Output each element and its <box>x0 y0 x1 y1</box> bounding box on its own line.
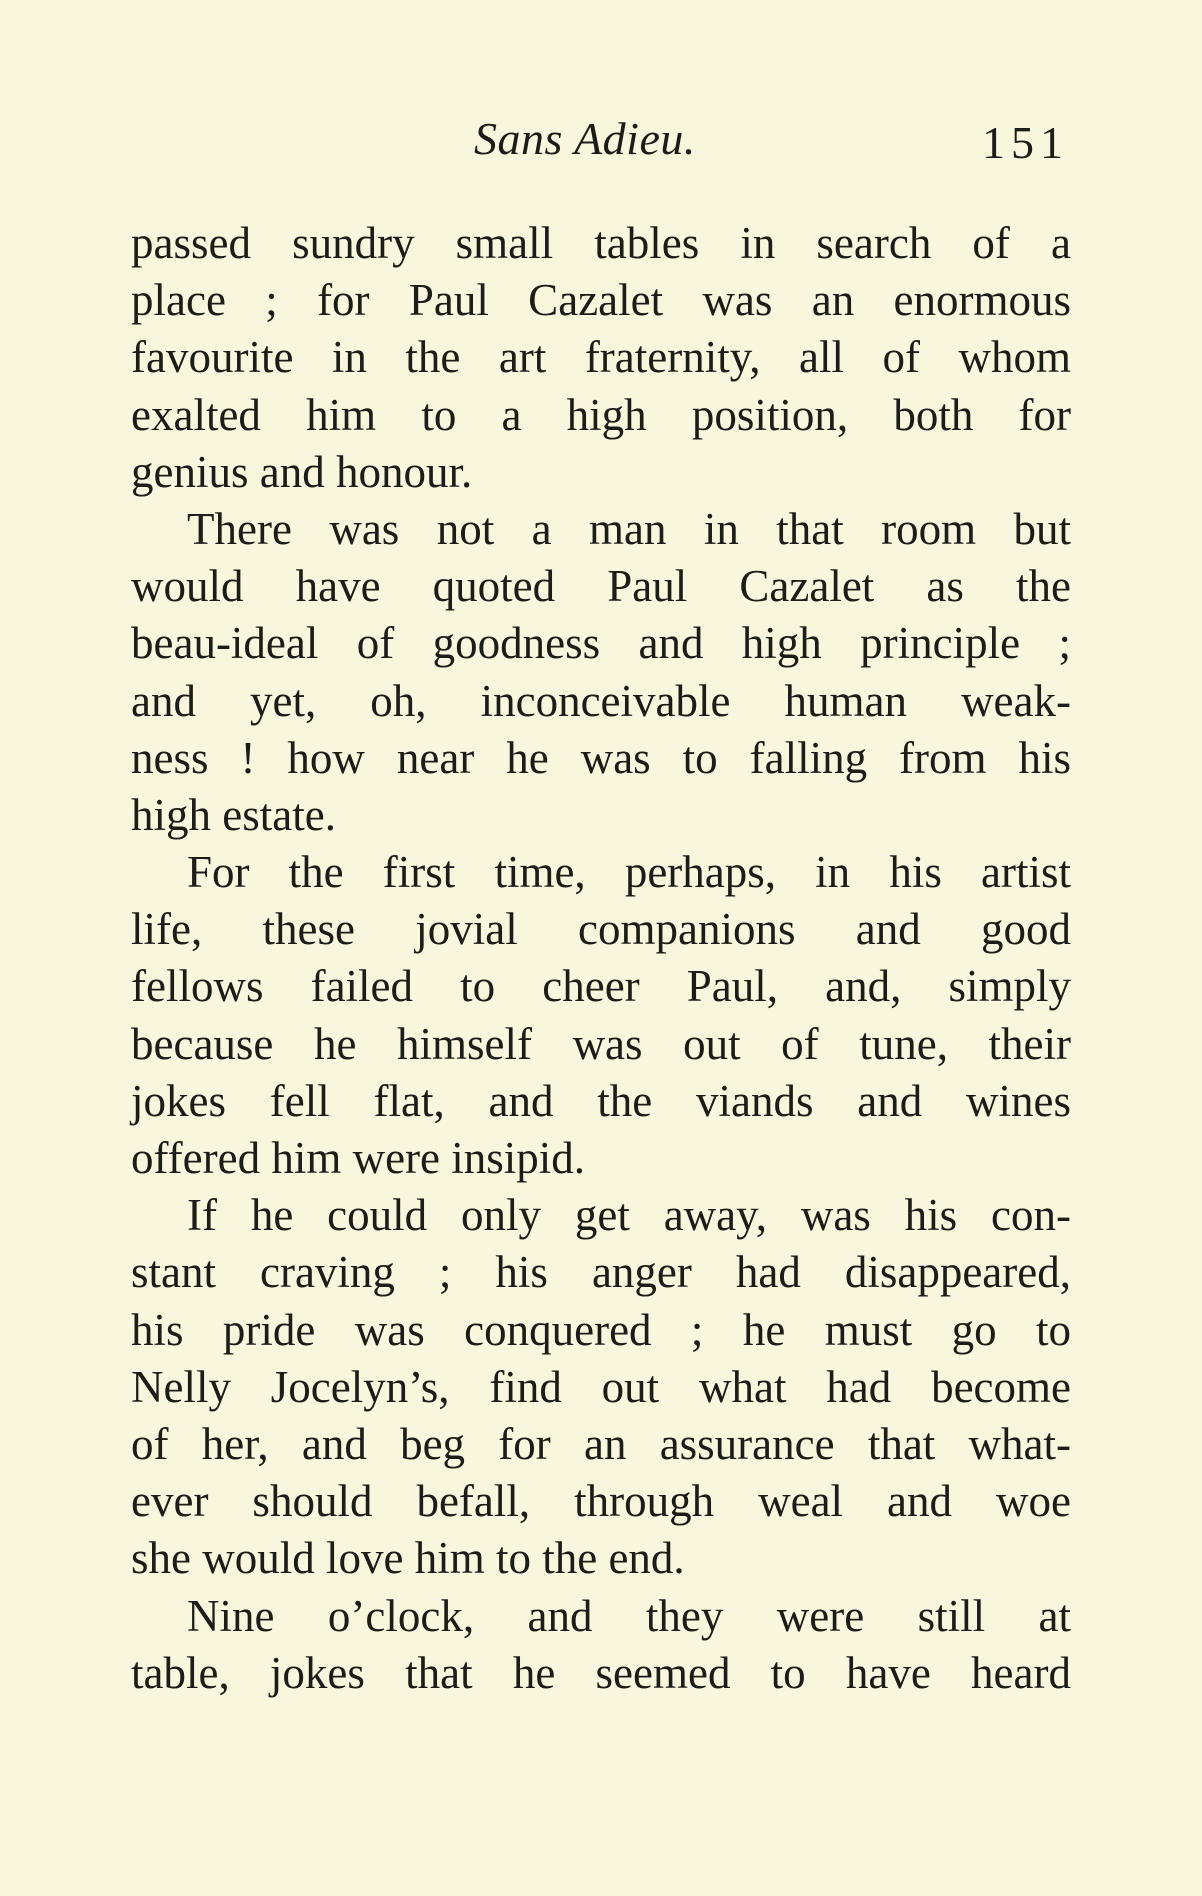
text-line: exalted him to a high position, both for <box>131 389 1071 440</box>
text-line: jokes fell flat, and the viands and wines <box>131 1075 1071 1126</box>
text-line: Nelly Jocelyn’s, find out what had become <box>131 1361 1071 1412</box>
text-line: life, these jovial companions and good <box>131 904 1071 955</box>
text-line: she would love him to the end. <box>131 1533 685 1584</box>
text-line: ness ! how near he was to falling from his <box>131 732 1071 783</box>
text-line: stant craving ; his anger had disappeared, <box>131 1247 1071 1298</box>
paragraph-first-line: There was not a man in that room but <box>187 503 1071 554</box>
text-line: offered him were insipid. <box>131 1133 586 1183</box>
text-line: favourite in the art fraternity, all of whom <box>131 332 1071 383</box>
text-line: fellows failed to cheer Paul, and, simply <box>131 961 1071 1012</box>
text-line: genius and honour. <box>131 446 473 497</box>
text-line: high estate. <box>131 789 336 840</box>
text-line: because he himself was out of tune, their <box>131 1018 1071 1069</box>
text-line: passed sundry small tables in search of a <box>131 218 1071 268</box>
page-number: 151 <box>982 117 1069 168</box>
text-line: and yet, oh, inconceivable human weak- <box>131 675 1071 726</box>
text-line: ever should befall, through weal and woe <box>131 1476 1071 1527</box>
running-title: Sans Adieu. <box>474 113 696 164</box>
text-line: would have quoted Paul Cazalet as the <box>131 561 1071 612</box>
text-line: table, jokes that he seemed to have heard <box>131 1647 1071 1698</box>
paragraph-first-line: For the first time, perhaps, in his artist <box>187 847 1071 898</box>
paragraph-first-line: Nine o’clock, and they were still at <box>187 1590 1071 1641</box>
body-text <box>131 215 1071 1702</box>
text-line: his pride was conquered ; he must go to <box>131 1304 1071 1355</box>
text-line: beau-ideal of goodness and high principle ; <box>131 618 1071 669</box>
paragraph-first-line: If he could only get away, was his con- <box>187 1190 1071 1241</box>
text-line: place ; for Paul Cazalet was an enormous <box>131 275 1071 326</box>
text-line: of her, and beg for an assurance that what- <box>131 1418 1071 1469</box>
